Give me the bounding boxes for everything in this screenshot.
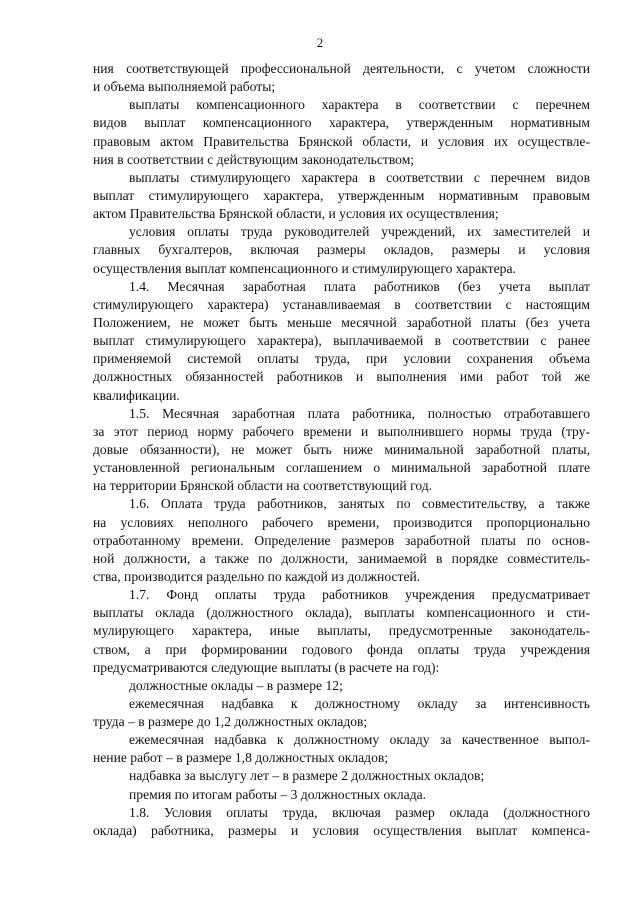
text-line: ной должности, а также по должности, занимаемой в порядке совместитель- [93, 550, 590, 566]
text-line: должностные оклады – в размере 12; [129, 677, 343, 693]
text-line: ния в соответствии с действующим законодательством; [93, 151, 415, 167]
text-line: нение работ – в размере 1,8 должностных окладов; [93, 750, 389, 766]
text-line: отработанному времени. Определение размеров заработной платы по основ- [93, 532, 590, 548]
text-line: 1.6. Оплата труда работников, занятых по совместительству, а также [129, 496, 590, 512]
text-line: видов выплат компенсационного характера, утвержденным нормативным [93, 115, 590, 131]
text-line: надбавка за выслугу лет – в размере 2 должностных окладов; [129, 768, 485, 784]
text-line: на территории Брянской области на соответствующий год. [93, 478, 433, 494]
text-line: труда – в размере до 1,2 должностных окладов; [93, 714, 368, 730]
text-line: стимулирующего характера) устанавливаемая в соответствии с настоящим [93, 296, 590, 312]
text-line: осуществления выплат компенсационного и стимулирующего характера. [93, 260, 516, 276]
text-line: выплаты оклада (должностного оклада), выплаты компенсационного и сти- [93, 605, 590, 621]
text-line: ежемесячная надбавка к должностному окладу за качественное выпол- [129, 732, 590, 748]
text-line: выплат стимулирующего характера, утвержденным нормативным правовым [93, 187, 590, 203]
text-line: условия оплаты труда руководителей учреждений, их заместителей и [129, 224, 590, 240]
text-line: 1.7. Фонд оплаты труда работников учреждения предусматривает [129, 587, 590, 603]
text-line: оклада) работника, размеры и условия осуществления выплат компенса- [93, 822, 590, 838]
text-line: за этот период норму рабочего времени и выполнившего нормы труда (тру- [93, 423, 590, 439]
text-line: Положением, не может быть меньше месячной заработной платы (без учета [93, 314, 590, 330]
text-line: выплат стимулирующего характера), выплачиваемой в соответствии с ранее [93, 333, 590, 349]
text-line: премия по итогам работы – 3 должностных оклада. [129, 786, 427, 802]
text-line: главных бухгалтеров, включая размеры окладов, размеры и условия [93, 242, 590, 258]
text-line: на условиях неполного рабочего времени, производится пропорционально [93, 514, 590, 530]
text-line: применяемой системой оплаты труда, при условии сохранения объема [93, 351, 590, 367]
text-line: ния соответствующей профессиональной деятельности, с учетом сложности [93, 61, 590, 76]
text-line: правовым актом Правительства Брянской области, и условия их осуществле- [93, 133, 590, 149]
text-line: выплаты компенсационного характера в соответствии с перечнем [129, 97, 590, 113]
text-line: ежемесячная надбавка к должностному окладу за интенсивность [129, 695, 590, 711]
document-body [93, 60, 590, 840]
text-line: мулирующего характера, иные выплаты, предусмотренные законодатель- [93, 623, 590, 639]
text-line: квалификации. [93, 387, 180, 403]
text-line: актом Правительства Брянской области, и условия их осуществления; [93, 206, 499, 222]
page-number: 2 [316, 35, 324, 50]
text-line: и объема выполняемой работы; [93, 79, 276, 95]
text-line: предусматриваются следующие выплаты (в расчете на год): [93, 659, 440, 675]
text-line: ством, а при формировании годового фонда оплаты труда учреждения [93, 641, 590, 657]
text-line: 1.4. Месячная заработная плата работников (без учета выплат [129, 278, 590, 294]
text-line: 1.5. Месячная заработная плата работника, полностью отработавшего [129, 405, 590, 421]
text-line: должностных обязанностей работников и выполнения ими работ той же [93, 369, 590, 385]
text-line: выплаты стимулирующего характера в соответствии с перечнем видов [129, 169, 590, 185]
text-line: установленной региональным соглашением о минимальной заработной плате [93, 460, 590, 476]
text-line: ства, производится раздельно по каждой из должностей. [93, 568, 421, 584]
text-line: 1.8. Условия оплаты труда, включая размер оклада (должностного [129, 804, 590, 820]
text-line: довые обязанности), не может быть ниже минимальной заработной платы, [93, 441, 590, 457]
